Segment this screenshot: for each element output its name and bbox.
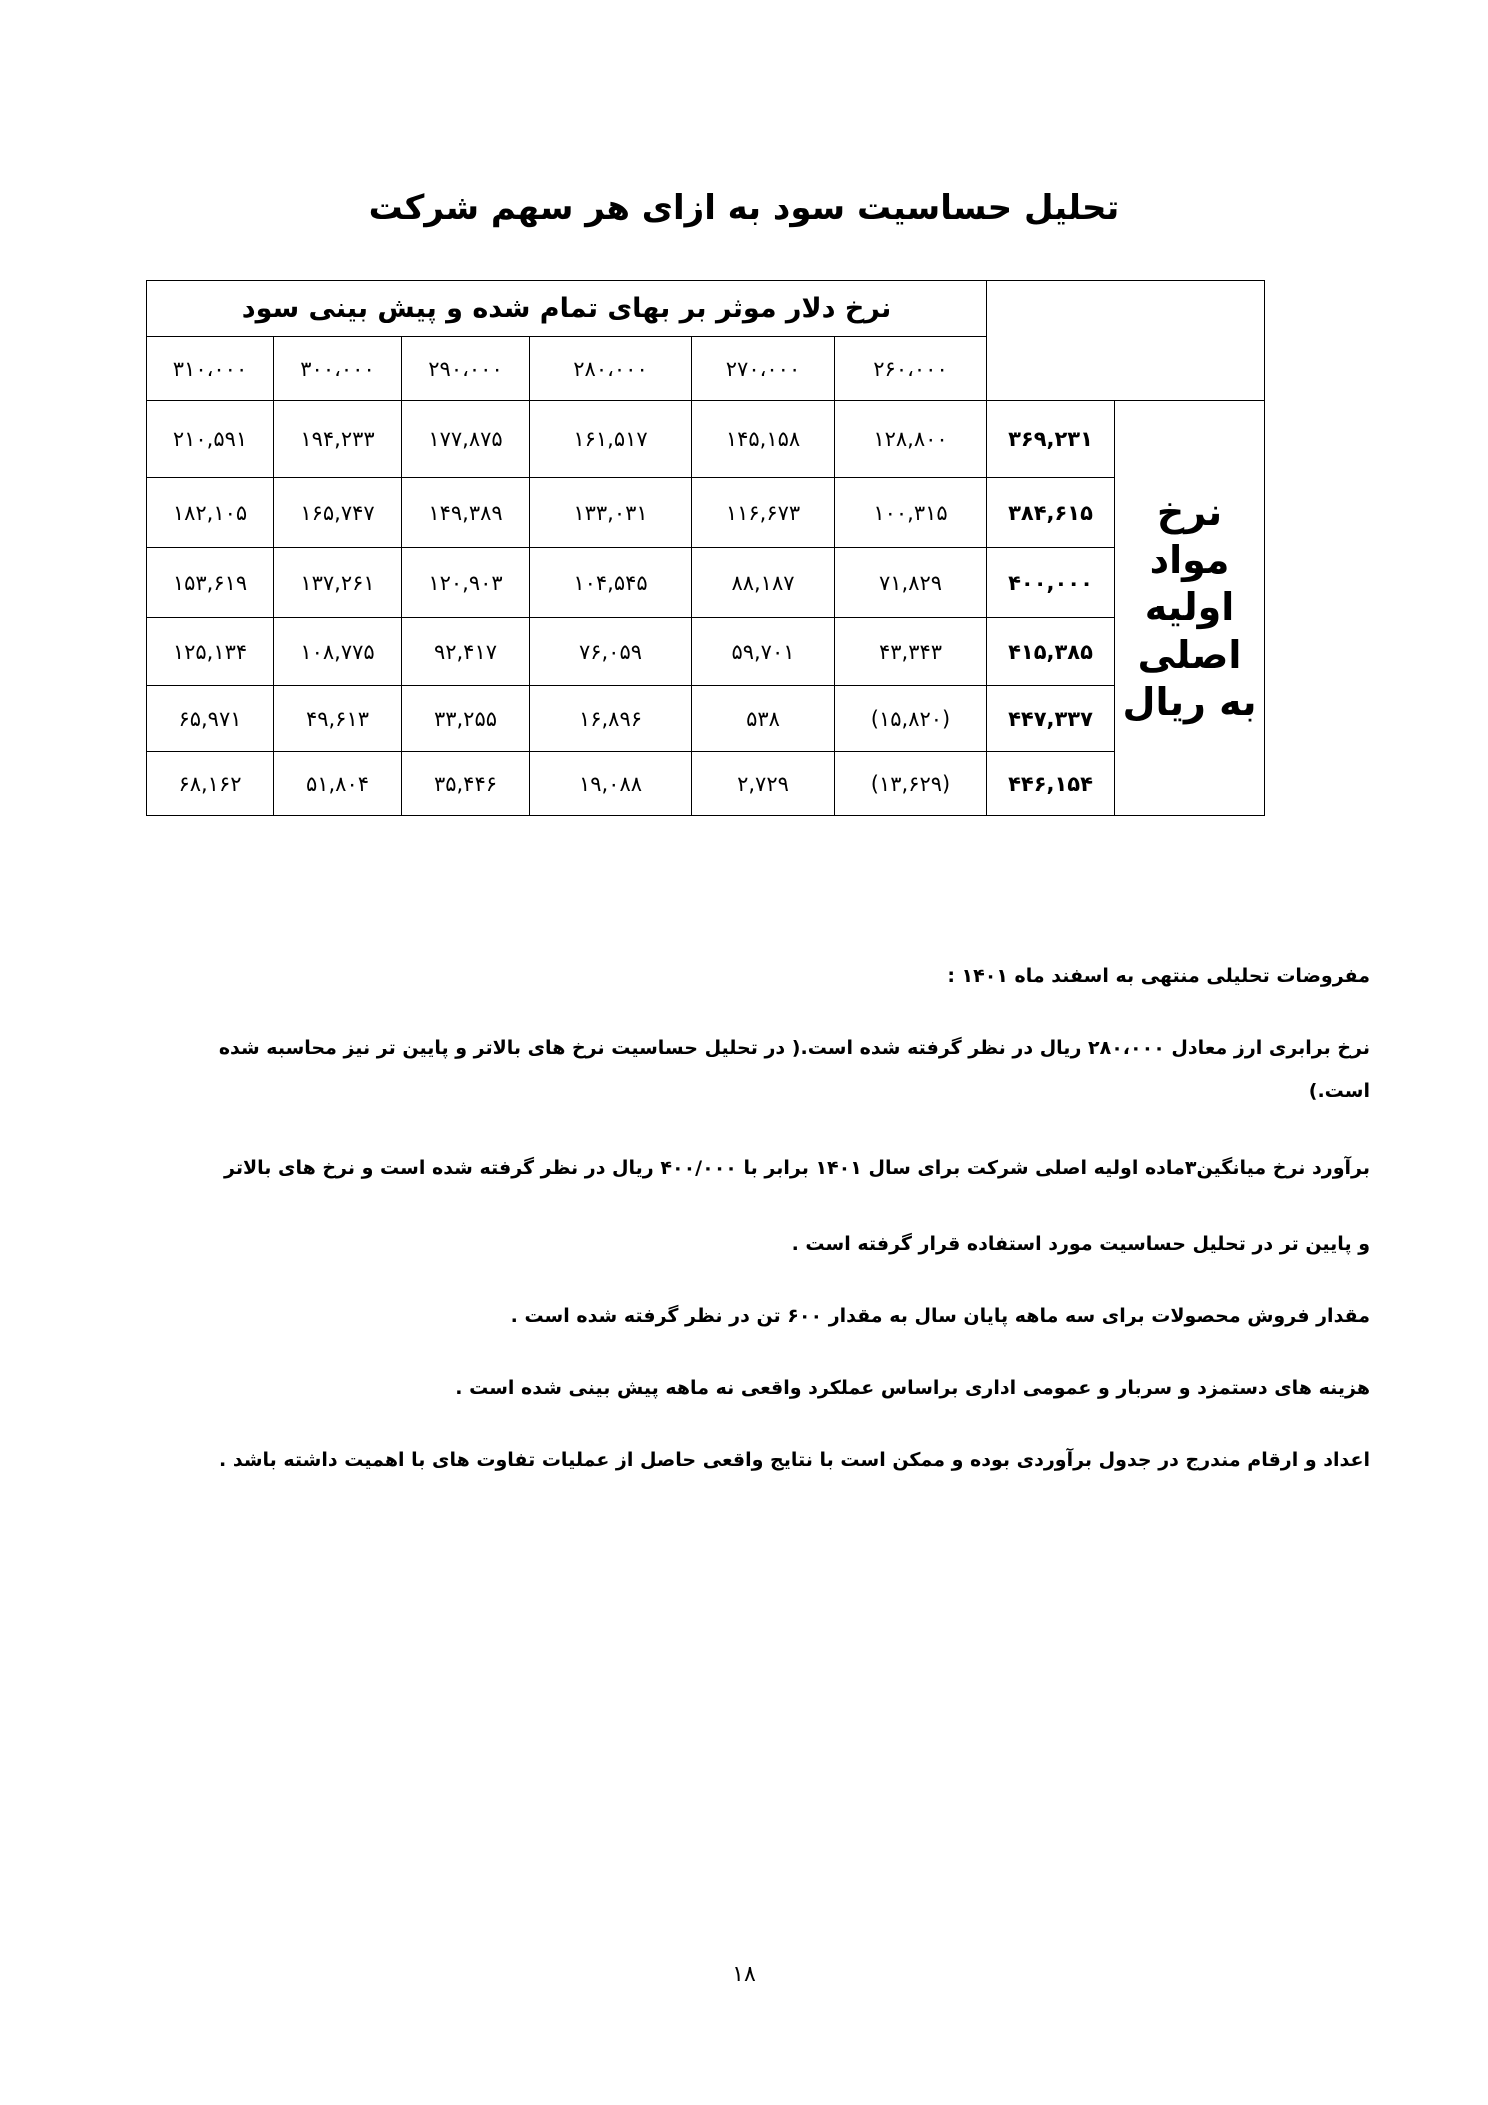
row-header: ۴۴۷,۳۳۷ [987, 686, 1115, 752]
table-cell: ۱۷۷,۸۷۵ [402, 401, 530, 478]
table-cell: ۱۳۷,۲۶۱ [274, 548, 402, 618]
table-cell: ۱۵۳,۶۱۹ [147, 548, 274, 618]
row-header: ۴۱۵,۳۸۵ [987, 618, 1115, 686]
table-cell: ۱۲۸,۸۰۰ [835, 401, 987, 478]
table-cell: ۱۶۱,۵۱۷ [530, 401, 692, 478]
table-cell: ۱۰۸,۷۷۵ [274, 618, 402, 686]
row-header: ۴۴۶,۱۵۴ [987, 752, 1115, 816]
corner-cell [987, 281, 1265, 401]
column-header: ۳۱۰،۰۰۰ [147, 337, 274, 401]
table-cell: ۴۹,۶۱۳ [274, 686, 402, 752]
column-header: ۲۹۰،۰۰۰ [402, 337, 530, 401]
page-number: ۱۸ [732, 1962, 756, 1987]
note-item: و پایین تر در تحلیل حساسیت مورد استفاده قرار گرفته است . [791, 1233, 1370, 1255]
table-cell: (۱۳,۶۲۹) [835, 752, 987, 816]
column-group-header: نرخ دلار موثر بر بهای تمام شده و پیش بینی سود [147, 281, 987, 337]
table-cell: ۱۹,۰۸۸ [530, 752, 692, 816]
page-title: تحلیل حساسیت سود به ازای هر سهم شرکت [368, 188, 1120, 228]
table-cell: ۱۰۰,۳۱۵ [835, 478, 987, 548]
column-header: ۳۰۰،۰۰۰ [274, 337, 402, 401]
table-cell: ۱۸۲,۱۰۵ [147, 478, 274, 548]
table-row [147, 686, 1265, 752]
column-header: ۲۸۰،۰۰۰ [530, 337, 692, 401]
table-row [147, 618, 1265, 686]
table-cell: (۱۵,۸۲۰) [835, 686, 987, 752]
table-cell: ۳۳,۲۵۵ [402, 686, 530, 752]
table-cell: ۷۱,۸۲۹ [835, 548, 987, 618]
table-row [147, 752, 1265, 816]
note-item: مقدار فروش محصولات برای سه ماهه پایان سال به مقدار ۶۰۰ تن در نظر گرفته شده است . [510, 1305, 1370, 1327]
table-cell: ۹۲,۴۱۷ [402, 618, 530, 686]
table-row [147, 401, 1265, 478]
table-cell: ۱۰۴,۵۴۵ [530, 548, 692, 618]
sensitivity-table [146, 280, 1265, 816]
notes-heading: مفروضات تحلیلی منتهی به اسفند ماه ۱۴۰۱ : [947, 965, 1370, 987]
row-header: ۴۰۰,۰۰۰ [987, 548, 1115, 618]
table-cell: ۱۹۴,۲۳۳ [274, 401, 402, 478]
table-cell: ۵۱,۸۰۴ [274, 752, 402, 816]
table-row [147, 548, 1265, 618]
note-item: برآورد نرخ میانگین۳ماده اولیه اصلی شرکت برای سال ۱۴۰۱ برابر با ۴۰۰/۰۰۰ ریال در نظر گرفته شده است و نرخ های بالاتر [224, 1157, 1370, 1179]
table-row [147, 478, 1265, 548]
table-cell: ۵۹,۷۰۱ [692, 618, 835, 686]
row-group-header: نرخ مواد اولیه اصلی به ریال [1115, 401, 1265, 816]
table-cell: ۱۳۳,۰۳۱ [530, 478, 692, 548]
table-cell: ۲۱۰,۵۹۱ [147, 401, 274, 478]
table-cell: ۳۵,۴۴۶ [402, 752, 530, 816]
row-header: ۳۸۴,۶۱۵ [987, 478, 1115, 548]
note-item: نرخ برابری ارز معادل ۲۸۰،۰۰۰ ریال در نظر گرفته شده است.( در تحلیل حساسیت نرخ های بالاتر و پایین تر نیز محاسبه شده است.) [218, 1037, 1370, 1102]
table-cell: ۴۳,۳۴۳ [835, 618, 987, 686]
table-cell: ۱۴۵,۱۵۸ [692, 401, 835, 478]
table-cell: ۸۸,۱۸۷ [692, 548, 835, 618]
table-cell: ۱۲۰,۹۰۳ [402, 548, 530, 618]
row-header: ۳۶۹,۲۳۱ [987, 401, 1115, 478]
table-cell: ۱۶۵,۷۴۷ [274, 478, 402, 548]
table-cell: ۵۳۸ [692, 686, 835, 752]
table-cell: ۱۶,۸۹۶ [530, 686, 692, 752]
table-cell: ۲,۷۲۹ [692, 752, 835, 816]
table-cell: ۱۱۶,۶۷۳ [692, 478, 835, 548]
note-item: هزینه های دستمزد و سربار و عمومی اداری براساس عملکرد واقعی نه ماهه پیش بینی شده است . [455, 1377, 1370, 1399]
column-header: ۲۷۰،۰۰۰ [692, 337, 835, 401]
note-item: اعداد و ارقام مندرج در جدول برآوردی بوده و ممکن است با نتایج واقعی حاصل از عملیات تفاوت های با اهمیت داشته باشد . [219, 1449, 1370, 1471]
table-cell: ۶۸,۱۶۲ [147, 752, 274, 816]
table-cell: ۷۶,۰۵۹ [530, 618, 692, 686]
table-cell: ۱۲۵,۱۳۴ [147, 618, 274, 686]
table-cell: ۶۵,۹۷۱ [147, 686, 274, 752]
table-cell: ۱۴۹,۳۸۹ [402, 478, 530, 548]
column-header: ۲۶۰،۰۰۰ [835, 337, 987, 401]
